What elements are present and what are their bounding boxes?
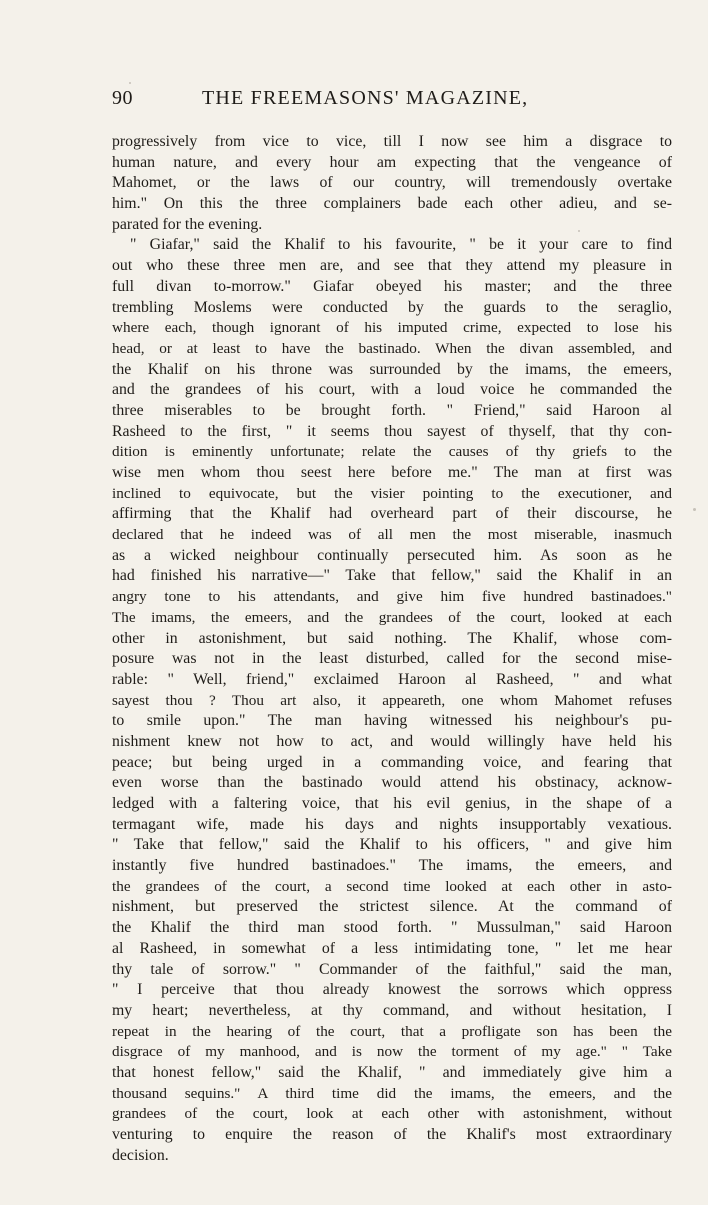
text-line: full divan to-morrow." Giafar obeyed his master; and the three <box>112 277 672 295</box>
text-line: " Take that fellow," said the Khalif to his officers, " and give him <box>112 836 672 854</box>
text-line: dition is eminently unfortunate; relate the causes of thy griefs to the <box>112 443 672 461</box>
text-line: other in astonishment, but said nothing. The Khalif, whose com- <box>112 629 672 647</box>
text-line: nishment, but preserved the strictest silence. At the command of <box>112 898 672 916</box>
text-line: decision. <box>112 1146 169 1164</box>
text-line: sayest thou ? Thou art also, it appeareth, one whom Mahomet refuses <box>112 691 672 709</box>
ink-speck <box>693 508 696 511</box>
text-line: to smile upon." The man having witnessed his neighbour's pu- <box>112 712 672 730</box>
running-title: THE FREEMASONS' MAGAZINE, <box>202 87 529 109</box>
text-line: The imams, the emeers, and the grandees of the court, looked at each <box>112 608 672 626</box>
text-line: my heart; nevertheless, at thy command, and without hesitation, I <box>112 1001 672 1019</box>
text-line: declared that he indeed was of all men the most miserable, inasmuch <box>112 526 672 544</box>
text-line: the Khalif on his throne was surrounded by the imams, the emeers, <box>112 360 672 378</box>
text-line: angry tone to his attendants, and give him five hundred bastinadoes." <box>112 588 672 606</box>
text-line: termagant wife, made his days and nights insupportably vexatious. <box>112 815 672 833</box>
text-line: him." On this the three complainers bade each other adieu, and se- <box>112 195 672 213</box>
text-line: peace; but being urged in a commanding voice, and fearing that <box>112 753 672 771</box>
text-line: affirming that the Khalif had overheard part of their discourse, he <box>112 505 672 523</box>
text-line: trembling Moslems were conducted by the guards to the seraglio, <box>112 298 672 316</box>
text-line: rable: " Well, friend," exclaimed Haroon al Rasheed, " and what <box>112 670 672 688</box>
text-line: as a wicked neighbour continually persecuted him. As soon as he <box>112 546 672 564</box>
text-line: had finished his narrative—" Take that fellow," said the Khalif in an <box>112 567 672 585</box>
text-line: and the grandees of his court, with a loud voice he commanded the <box>112 381 672 399</box>
text-line: even worse than the bastinado would attend his obstinacy, acknow- <box>112 774 672 792</box>
text-line: the Khalif the third man stood forth. " Mussulman," said Haroon <box>112 919 672 937</box>
text-line: ledged with a faltering voice, that his evil genius, in the shape of a <box>112 795 672 812</box>
text-line: head, or at least to have the bastinado. When the divan assembled, and <box>112 339 672 357</box>
text-line: posure was not in the least disturbed, called for the second mise- <box>112 650 672 668</box>
text-line: instantly five hundred bastinadoes." The imams, the emeers, and <box>112 857 672 875</box>
text-line: inclined to equivocate, but the visier pointing to the executioner, and <box>112 484 672 502</box>
text-line: three miserables to be brought forth. " Friend," said Haroon al <box>112 401 672 419</box>
text-line: thousand sequins." A third time did the imams, the emeers, and the <box>112 1084 672 1102</box>
page-header <box>112 84 672 116</box>
text-line: parated for the evening. <box>112 215 263 233</box>
text-line: thy tale of sorrow." " Commander of the faithful," said the man, <box>112 960 672 978</box>
text-line: the grandees of the court, a second time looked at each other in asto- <box>112 877 672 895</box>
text-line: Rasheed to the first, " it seems thou sayest of thyself, that thy con- <box>112 422 672 440</box>
text-line: progressively from vice to vice, till I now see him a disgrace to <box>112 133 672 150</box>
text-line: that honest fellow," said the Khalif, " and immediately give him a <box>112 1063 672 1081</box>
text-line: nishment knew not how to act, and would willingly have held his <box>112 732 672 750</box>
text-line: where each, though ignorant of his imputed crime, expected to lose his <box>112 319 672 337</box>
text-line: human nature, and every hour am expecting that the vengeance of <box>112 153 672 171</box>
text-line: Mahomet, or the laws of our country, will tremendously overtake <box>112 174 672 192</box>
text-line: " Giafar," said the Khalif to his favourite, " be it your care to find <box>130 236 672 254</box>
page-number: 90 <box>112 87 133 109</box>
text-line: disgrace of my manhood, and is now the torment of my age." " Take <box>112 1043 672 1061</box>
text-line: " I perceive that thou already knowest the sorrows which oppress <box>112 981 672 999</box>
text-line: venturing to enquire the reason of the Khalif's most extraordinary <box>112 1126 672 1143</box>
text-line: wise men whom thou seest here before me." The man at first was <box>112 464 672 481</box>
text-line: grandees of the court, look at each other with astonishment, without <box>112 1105 672 1123</box>
text-line: repeat in the hearing of the court, that a profligate son has been the <box>112 1022 672 1040</box>
text-line: out who these three men are, and see that they attend my pleasure in <box>112 257 672 275</box>
text-line: al Rasheed, in somewhat of a less intimidating tone, " let me hear <box>112 939 672 957</box>
body-text <box>112 132 672 1166</box>
